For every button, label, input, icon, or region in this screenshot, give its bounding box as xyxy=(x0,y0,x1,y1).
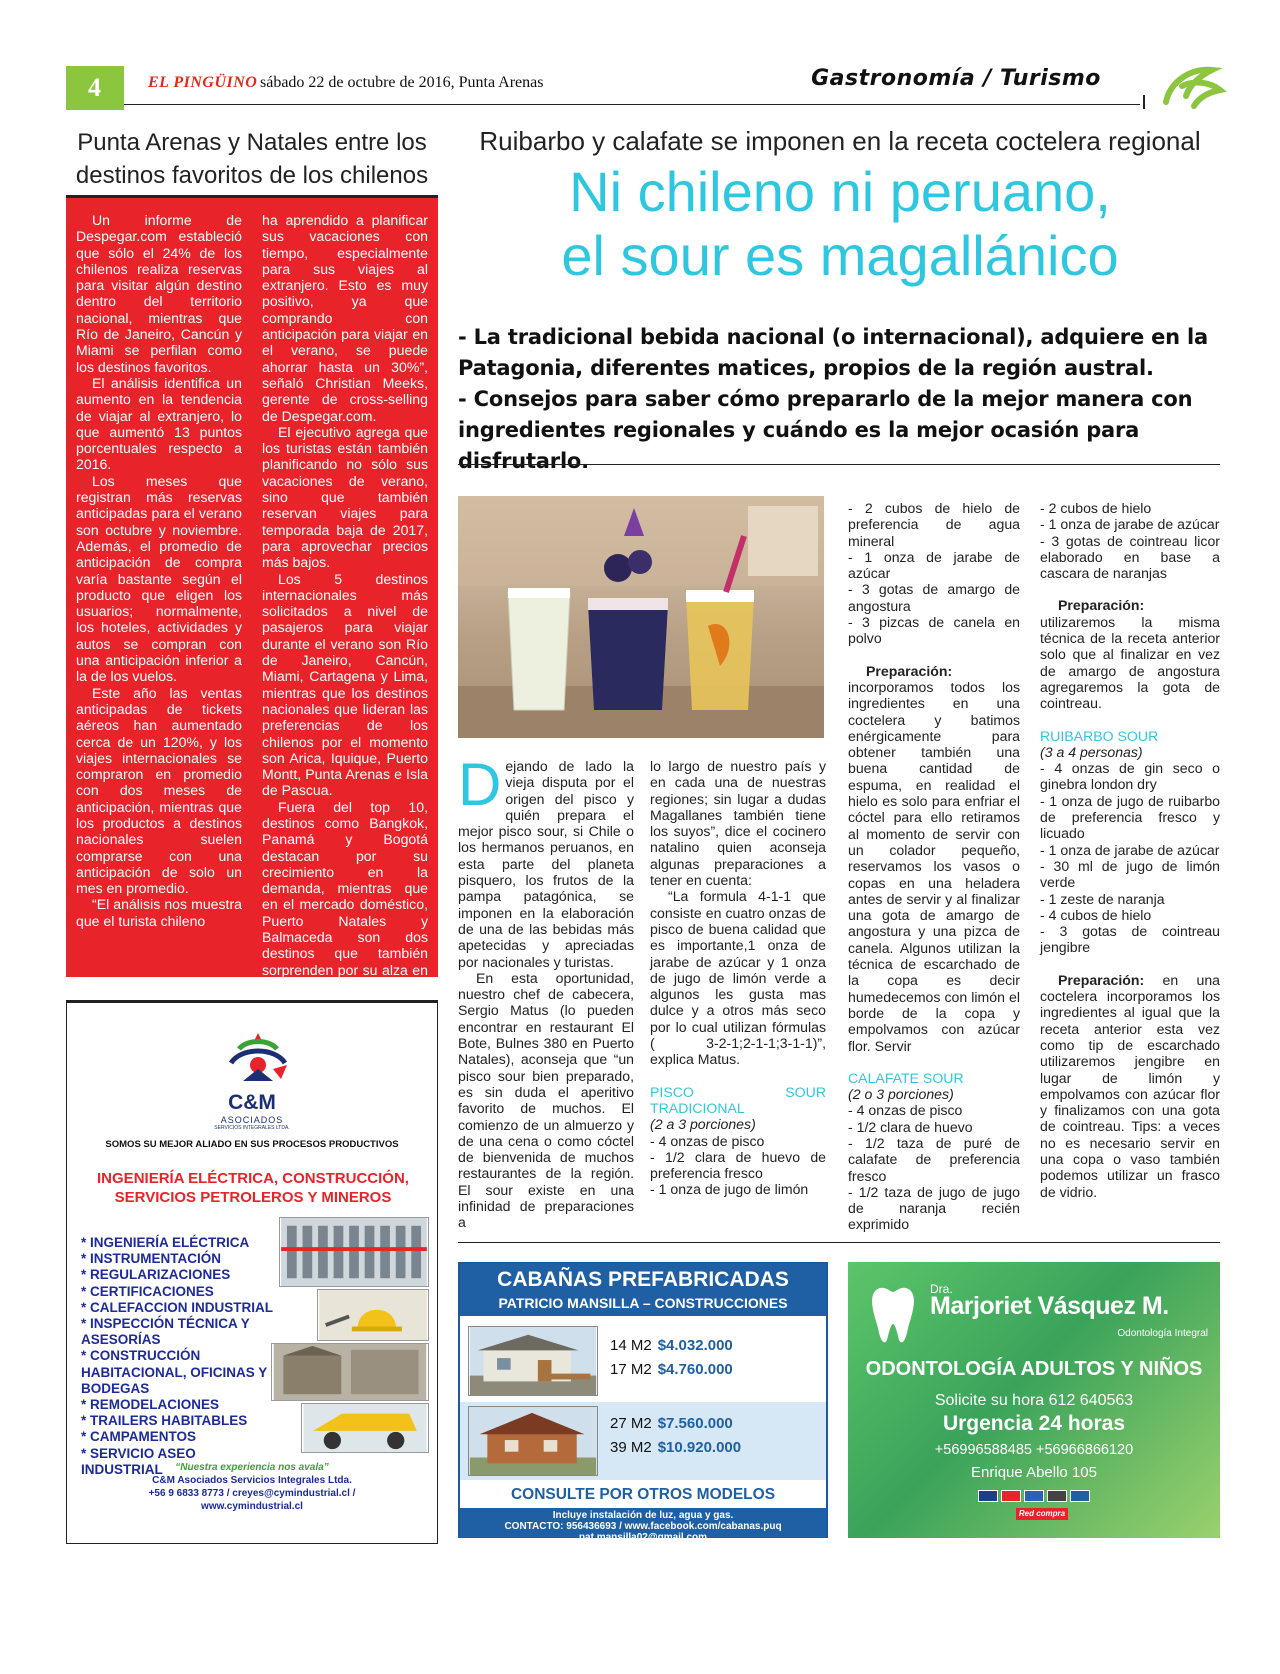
cabanas-size: 17 M2 xyxy=(610,1361,652,1378)
cm-footer xyxy=(67,1461,437,1513)
ingredient: - 1 onza de jarabe de azúcar xyxy=(1040,841,1220,858)
article-column-a xyxy=(458,751,634,1231)
card-icon xyxy=(1024,1490,1044,1502)
masthead: EL PINGÜINO xyxy=(148,74,258,91)
dental-request: Solicite su hora 612 640563 xyxy=(934,1392,1134,1409)
deck-point: - Consejos para saber cómo prepararlo de la mejor manera con ingredientes regionales y cuándo es la mejor ocasión para disfrutarlo. xyxy=(458,387,1193,473)
list-item: * CAMPAMENTOS xyxy=(81,1429,197,1445)
article-bottom-rule xyxy=(458,1242,1220,1243)
cm-asociados-ad xyxy=(66,1000,438,1544)
article-column-b xyxy=(650,758,826,1198)
cocktails-photo xyxy=(458,496,824,738)
preparation-label: Preparación: xyxy=(1058,971,1145,988)
left-article-column-1 xyxy=(76,212,242,977)
cabin-small-photo xyxy=(468,1326,598,1396)
deck-rule xyxy=(458,464,1220,465)
list-item: * SERVICIO ASEO INDUSTRIAL xyxy=(81,1445,196,1477)
ingredient: - 3 gotas de amargo de angostura xyxy=(848,581,1020,614)
paragraph: ha aprendido a planificar sus vacaciones con tiempo, especialmente para sus viajes al extranjero. Esto es muy positivo, ya que comprando con anticipación para viajar en el verano, se puede ahorrar hasta un 30%”, señaló Christian Meeks, gerente de cross-selling de Despegar.com. xyxy=(262,212,428,424)
headline-line-1: Ni chileno ni peruano, xyxy=(569,160,1111,223)
recipe-heading-ruibarbo: RUIBARBO SOUR xyxy=(1040,727,1159,744)
cabanas-subtitle: PATRICIO MANSILLA – CONSTRUCCIONES xyxy=(498,1295,788,1311)
cabanas-footer xyxy=(460,1508,826,1543)
cabanas-price xyxy=(610,1358,733,1382)
cabanas-title: CABAÑAS PREFABRICADAS xyxy=(497,1268,789,1291)
cabin-large-photo xyxy=(468,1406,598,1476)
construction-photo xyxy=(271,1343,429,1401)
list-item: * INSPECCIÓN TÉCNICA Y ASESORÍAS xyxy=(81,1316,250,1348)
article-kicker: Ruibarbo y calafate se imponen en la receta coctelera regional xyxy=(479,126,1201,156)
penguin-logo-icon xyxy=(1160,62,1228,114)
deck-point: - La tradicional bebida nacional (o internacional), adquiere en la Patagonia, diferentes matices, propios de la región austral. xyxy=(458,325,1208,380)
preparation-label: Preparación: xyxy=(1058,597,1145,614)
paragraph: Fuera del top 10, destinos como Bangkok, Panamá y Bogotá destacan por su crecimiento en la demanda, mientras que en el mercado doméstico, Puerto Natales y Balmaceda son dos destinos que también sorprenden por su alza en la demanda. xyxy=(262,798,428,994)
cabanas-size: 27 M2 xyxy=(610,1415,652,1432)
preparation-text: en una coctelera incorporamos los ingredientes al igual que la receta anterior esta vez como tip de escarchado utilizaremos jengibre en lugar de limón y empolvamos con azúcar flor y finalizamos con una gota de cointreau. Tips: a veces no es necesario servir en una copa o vaso también podemos utilizar un frasco de vidrio. xyxy=(1040,971,1220,1200)
ingredient: - 3 gotas de cointreau licor elaborado en base a cascara de naranjas xyxy=(1040,532,1220,582)
header-tick xyxy=(1143,95,1145,109)
dental-doctor-name: Marjoriet Vásquez M. xyxy=(930,1292,1169,1320)
dental-specialty: Odontología Integral xyxy=(1117,1328,1208,1339)
cm-brand-sub: ASOCIADOS xyxy=(220,1115,284,1125)
ingredient: - 3 gotas de cointreau jengibre xyxy=(1040,923,1220,956)
hardhat-photo xyxy=(317,1289,429,1341)
dental-title-prefix: Dra. xyxy=(930,1282,953,1296)
cabanas-size: 14 M2 xyxy=(610,1337,652,1354)
paragraph: Los meses que registran más reservas anticipadas para el verano son octubre y noviembre. Además, el promedio de anticipación de compra varía bastante según el producto que eligen los usuarios; normalmente, los hoteles, actividades y autos se compran con una anticipación inferior a la de los vuelos. xyxy=(76,472,242,685)
ingredient: - 2 cubos de hielo de preferencia de agua mineral xyxy=(848,500,1020,549)
left-article-body xyxy=(66,195,438,994)
article-column-d xyxy=(1040,500,1220,1200)
cm-services-list xyxy=(81,1235,281,1478)
cabanas-size: 39 M2 xyxy=(610,1439,652,1456)
article-deck xyxy=(458,322,1220,477)
ingredient: - 1/2 taza de puré de calafate de preferencia fresco xyxy=(848,1134,1020,1184)
paragraph: Los 5 destinos internacionales más solicitados a nivel de pasajeros para viajar durante el verano son Río de Janeiro, Cancún, Miami, Cartagena y Lima, mientras que los destinos nacionales que lideran las preferencias de los chilenos por el momento son Arica, Iquique, Puerto Montt, Punta Arenas e Isla de Pascua. xyxy=(262,570,428,799)
header-rule xyxy=(124,104,1140,105)
cabanas-price xyxy=(610,1436,741,1460)
card-icon xyxy=(1047,1490,1067,1502)
recipe-serving: (2 a 3 porciones) xyxy=(650,1116,756,1133)
cm-quote: “Nuestra experiencia nos avala” xyxy=(175,1462,329,1473)
electrical-panel-photo xyxy=(279,1217,429,1287)
dental-services: ODONTOLOGÍA ADULTOS Y NIÑOS xyxy=(865,1358,1203,1380)
cabanas-includes: Incluye instalación de luz, agua y gas. xyxy=(552,1510,734,1521)
paragraph: “El análisis nos muestra que el turista chileno xyxy=(76,896,242,929)
ingredient: - 30 ml de jugo de limón verde xyxy=(1040,857,1220,891)
list-item: * INSTRUMENTACIÓN xyxy=(81,1251,221,1267)
ingredient: - 4 onzas de pisco xyxy=(848,1102,963,1119)
cm-company: C&M Asociados Servicios Integrales Ltda. xyxy=(152,1475,352,1486)
page-number: 4 xyxy=(66,66,124,110)
card-icon xyxy=(1001,1490,1021,1502)
cm-logo-icon xyxy=(223,1029,293,1089)
dental-ad xyxy=(848,1262,1220,1538)
cm-brand: C&M xyxy=(228,1091,276,1114)
recipe-heading-calafate: CALAFATE SOUR xyxy=(848,1069,964,1086)
cabanas-row xyxy=(460,1402,826,1480)
cabanas-ad xyxy=(458,1262,828,1543)
list-item: * CONSTRUCCIÓN HABITACIONAL, OFICINAS Y BODEGAS xyxy=(81,1348,268,1396)
ingredient: - 4 onzas de pisco xyxy=(650,1132,765,1149)
article-column-c xyxy=(848,500,1020,1233)
redcompra-logo: Red compra xyxy=(1016,1508,1068,1520)
cabanas-price xyxy=(610,1334,733,1358)
cm-tagline: SOMOS SU MEJOR ALIADO EN SUS PROCESOS PRODUCTIVOS xyxy=(105,1139,399,1150)
payment-cards xyxy=(978,1490,1098,1502)
paragraph: El análisis identifica un aumento en la tendencia de viajar al extranjero, lo que aumentó 13 puntos porcentuales respecto a 2016. xyxy=(76,374,242,473)
list-item: * INGENIERÍA ELÉCTRICA xyxy=(81,1235,250,1250)
mining-truck-photo xyxy=(301,1403,429,1453)
ingredient: - 1 onza de jugo de ruibarbo de preferencia fresco y licuado xyxy=(1040,792,1220,842)
left-article-column-2 xyxy=(262,212,428,994)
card-icon xyxy=(978,1490,998,1502)
paragraph: En esta oportunidad, nuestro chef de cabecera, Sergio Matus (lo pueden encontrar en restaurant El Bote, Bulnes 380 en Puerto Natales), aconseja que “un pisco sour bien preparado, es sin duda el aperitivo favorito de muchos. El comienzo de un almuerzo y de una cena o como cóctel de bienvenida de muchos restaurantes de la región. El sour existe en una infinidad de preparaciones a xyxy=(458,969,634,1231)
dateline: sábado 22 de octubre de 2016, Punta Arenas xyxy=(260,74,544,91)
ingredient: - 1/2 clara de huevo xyxy=(848,1118,973,1135)
ingredient: - 1 onza de jarabe de azúcar xyxy=(848,548,1020,582)
list-item: * TRAILERS HABITABLES xyxy=(81,1413,248,1429)
paragraph: Un informe de Despegar.com estableció que sólo el 24% de los chilenos realiza reservas para visitar algún destino dentro del territorio nacional, mientras que Río de Janeiro, Cancún y Miami se perfilan como los destinos favoritos. xyxy=(76,212,242,375)
card-icon xyxy=(1070,1490,1090,1502)
paragraph: Este año las ventas anticipadas de tickets aéreos han aumentado cerca de un 120%, y los viajes internacionales se compraron en promedio con dos meses de anticipación, mientras que los productos a destinos nacionales suelen comprarse con una anticipación de solo un mes en promedio. xyxy=(76,684,242,897)
paragraph: lo largo de nuestro país y en cada una de nuestras regiones; sin lugar a dudas Magallanes también tiene los suyos”, dice el cocinero natalino quien aconseja algunas preparaciones a tener en cuenta: xyxy=(650,758,826,889)
cabanas-amount: $4.760.000 xyxy=(657,1361,733,1378)
list-item: * CERTIFICACIONES xyxy=(81,1283,214,1299)
headline-line-2: el sour es magallánico xyxy=(561,224,1119,287)
cabanas-email: pat.mansilla02@gmail.com xyxy=(578,1532,708,1543)
section-name: Gastronomía / Turismo xyxy=(811,66,1101,91)
cm-website: www.cymindustrial.cl xyxy=(201,1501,303,1512)
preparation-label: Preparación: xyxy=(866,662,953,679)
dental-phones: +56996588485 +56966866120 xyxy=(934,1442,1134,1458)
ingredient: - 3 pizcas de canela en polvo xyxy=(848,614,1020,647)
cm-contact: +56 9 6833 8773 / creyes@cymindustrial.cl / xyxy=(148,1488,356,1499)
paragraph: El ejecutivo agrega que los turistas están también planificando no sólo sus vacaciones de verano, sino que también reservan viajes para temporada baja de 2017, para aprovechar precios más bajos. xyxy=(262,423,428,571)
cabanas-consult: CONSULTE POR OTROS MODELOS xyxy=(510,1486,776,1503)
ingredient: - 1 onza de jarabe de azúcar xyxy=(1040,516,1220,533)
preparation-paragraph xyxy=(848,663,1020,1054)
ingredient: - 1/2 clara de huevo de preferencia fresco xyxy=(650,1148,826,1182)
list-item: * CALEFACCION INDUSTRIAL xyxy=(81,1299,273,1315)
cabanas-contact: CONTACTO: 956436693 / www.facebook.com/cabanas.puq xyxy=(504,1521,782,1532)
ingredient: - 1/2 taza de jugo de jugo de naranja recién exprimido xyxy=(848,1183,1020,1233)
dental-address: Enrique Abello 105 xyxy=(971,1464,1097,1481)
preparation-text: incorporamos todos los ingredientes en una coctelera y batimos enérgicamente para obtener también una buena cantidad de espuma, en realidad el hielo es solo para enfriar el cóctel para ello retiramos al momento de servir con un colador pequeño, reservamos los vasos o copas en una heladera antes de servir y al finalizar una gota de amargo de angostura y una pizca de canela. Algunos utilizan la técnica de escarchado de la copa es decir humedecemos con limón el borde de la copa y empolvamos con azúcar flor. Servir xyxy=(848,678,1020,1054)
paragraph: ejando de lado la vieja disputa por el origen del pisco y quién prepara el mejor pisco sour, si Chile o los hermanos peruanos, en esta parte del planeta pisquero, los frutos de la pampa patagónica, se imponen en la elaboración de una de las bebidas más apetecidas y apreciadas por nacionales y turistas. xyxy=(458,758,634,970)
article-headline xyxy=(470,160,1210,288)
paragraph: “La formula 4-1-1 que consiste en cuatro onzas de pisco de buena calidad que es importante,1 onza de jarabe de azúcar y 1 onza de jugo de limón verde a algunos les gusta mas dulce y a otros más seco por lo cual utilizan fórmulas ( 3-2-1;2-1-1;3-1-1)”, explica Matus. xyxy=(650,888,826,1068)
list-item: * REGULARIZACIONES xyxy=(81,1267,231,1283)
cabanas-price xyxy=(610,1412,733,1436)
cabanas-amount: $7.560.000 xyxy=(657,1415,733,1432)
ingredient: - 1 zeste de naranja xyxy=(1040,890,1165,907)
preparation-paragraph xyxy=(1040,972,1220,1200)
dropcap: D xyxy=(458,751,502,818)
ingredient: - 4 cubos de hielo xyxy=(1040,906,1152,923)
preparation-text: utilizaremos la misma técnica de la receta anterior solo que al finalizar en vez de amargo de angostura agregaremos la gota de cointreau. xyxy=(1040,613,1220,712)
cabanas-amount: $10.920.000 xyxy=(657,1439,742,1456)
preparation-paragraph xyxy=(1040,597,1220,711)
ingredient: - 4 onzas de gin seco o ginebra london dry xyxy=(1040,760,1220,793)
recipe-serving: (2 o 3 porciones) xyxy=(848,1086,954,1103)
dental-urgency: Urgencia 24 horas xyxy=(942,1412,1126,1435)
cabanas-header xyxy=(460,1264,826,1316)
cabanas-row xyxy=(460,1324,826,1398)
cm-headline: INGENIERÍA ELÉCTRICA, CONSTRUCCIÓN, SERVICIOS PETROLEROS Y MINEROS xyxy=(97,1170,409,1206)
list-item: * REMODELACIONES xyxy=(81,1397,220,1413)
cabanas-amount: $4.032.000 xyxy=(657,1337,733,1354)
ingredient: - 1 onza de jugo de limón xyxy=(650,1181,809,1198)
left-article-title: Punta Arenas y Natales entre los destinos favoritos de los chilenos xyxy=(75,129,429,189)
ingredient: - 2 cubos de hielo xyxy=(1040,500,1152,516)
recipe-serving: (3 a 4 personas) xyxy=(1040,743,1143,760)
cm-brand-sub2: SERVICIOS INTEGRALES LTDA. xyxy=(214,1125,290,1131)
recipe-heading-pisco: PISCO SOUR TRADICIONAL xyxy=(650,1083,826,1116)
